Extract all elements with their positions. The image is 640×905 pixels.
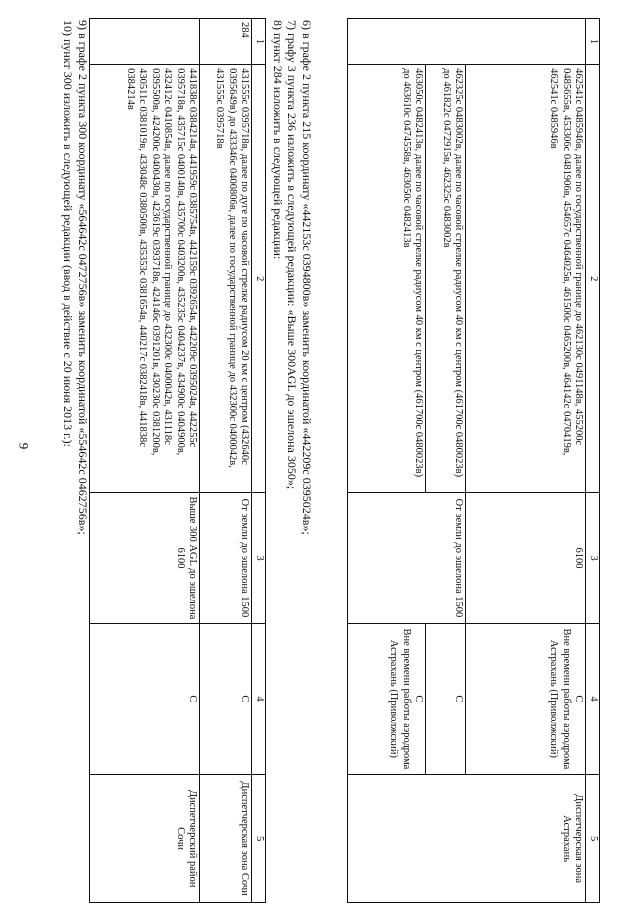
col-header-3: 3 [252, 493, 266, 623]
route-description: 431555с 0395718в, далее по дуге по часовой стрелке радиусом 20 км с центром (432640с 0395649в) до 433346с 0400806в, далее по государственной границе до 432300с 0400042в, 431555с 0395718в [200, 65, 252, 493]
amendment-line: 6) в графе 2 пункта 215 координату «442153с 0394800в» заменить координатой «442209с 0395024в»; [300, 20, 314, 535]
zone-name: Диспетчерская зона Сочи [200, 775, 252, 903]
altitude-limits: Выше 300 AGL до эшелона 6100 [90, 493, 200, 623]
page-number: 9 [16, 442, 32, 450]
airspace-table-1 [347, 18, 600, 903]
table-header-row [586, 19, 600, 903]
col-header-4: 4 [252, 623, 266, 775]
table-row [466, 19, 586, 903]
amendment-text-1 [271, 20, 315, 535]
amendment-line: 8) пункт 284 изложить в следующей редакции: [271, 20, 285, 260]
airspace-class [466, 623, 586, 775]
col-header-1: 1 [586, 19, 600, 65]
class-note: Вне времени работы аэродрома Астрахань (Приволжский) [388, 628, 412, 770]
table-row [426, 19, 466, 903]
airspace-class: C [426, 623, 466, 775]
table-row [90, 19, 200, 903]
rotated-document [40, 18, 600, 903]
col-header-5: 5 [586, 775, 600, 903]
airspace-class: C [200, 623, 252, 775]
airspace-table-2 [89, 18, 266, 903]
col-header-4: 4 [586, 623, 600, 775]
route-description: 462541с 0485946в, далее по государственной границе до 462130с 0491148в, 455200с 0485655в, 453306с 0481906в, 454657с 0464025в, 461500с 0465200в, 464142с 0470419в, 462541с 0485946в [466, 65, 586, 493]
zone-name: Диспетчерский район Сочи [90, 775, 200, 903]
table-header-row [252, 19, 266, 903]
class-letter: C [413, 695, 424, 703]
zone-name: Диспетчерская зона Астрахань [348, 775, 586, 903]
amendment-line: 7) графу 3 пункта 236 изложить в следующей редакции: «Выше 300AGL до эшелона 3050»; [285, 20, 300, 490]
amendment-line: 9) в графе 2 пункта 300 координату «564642с 0472756в» заменить координатой «554642с 0462756в»; [76, 20, 90, 535]
route-description: 462325с 0483002в, далее по часовой стрелке радиусом 40 км с центром (461700с 0480023в) до 461822с 0472915в, 462325с 0483002в [426, 65, 466, 493]
altitude-limits: 6100 [466, 493, 586, 623]
table-row [200, 19, 252, 903]
col-header-3: 3 [586, 493, 600, 623]
col-header-5: 5 [252, 775, 266, 903]
class-letter: C [573, 695, 584, 703]
class-note: Вне времени работы аэродрома Астрахань (Приволжский) [548, 628, 572, 770]
col-header-2: 2 [252, 65, 266, 493]
amendment-text-2 [61, 20, 90, 535]
amendment-line: 10) пункт 300 изложить в следующей редакции (ввод в действие с 20 июня 2013 г.): [61, 20, 76, 448]
col-header-2: 2 [586, 65, 600, 493]
altitude-limits: От земли до эшелона 1500 [348, 493, 466, 623]
row-number: 284 [200, 19, 252, 65]
row-number [348, 19, 586, 65]
airspace-class: C [90, 623, 200, 775]
route-description: 441838с 0384214в, 441959с 0385754в, 442159с 0392654в, 442209с 0395024в, 442255с 0395718в, 435715с 0400140в, 435700с 0403200в, 435235с 0404237в, 434900с 0404900в, 432412с 0410854в, далее по государственной границе до 432300с 0400042в, 431118с 0395500в, 424200с 0400430в, 423619с 0393718в, 424146с 0391201в, 430230с 0381200в, 430511с 0381019в, 433048с 0380500в, 435353с 0381654в, 440217с 0382418в, 441838с 0384214в [90, 65, 200, 493]
table-row [348, 19, 426, 903]
route-description: 463050с 0482413в, далее по часовой стрелке радиусом 40 км с центром (461700с 0480023в) до 463610с 0474558в, 463050с 0482413в [348, 65, 426, 493]
row-number [90, 19, 200, 65]
altitude-limits: От земли до эшелона 1500 [200, 493, 252, 623]
airspace-class [348, 623, 426, 775]
col-header-1: 1 [252, 19, 266, 65]
